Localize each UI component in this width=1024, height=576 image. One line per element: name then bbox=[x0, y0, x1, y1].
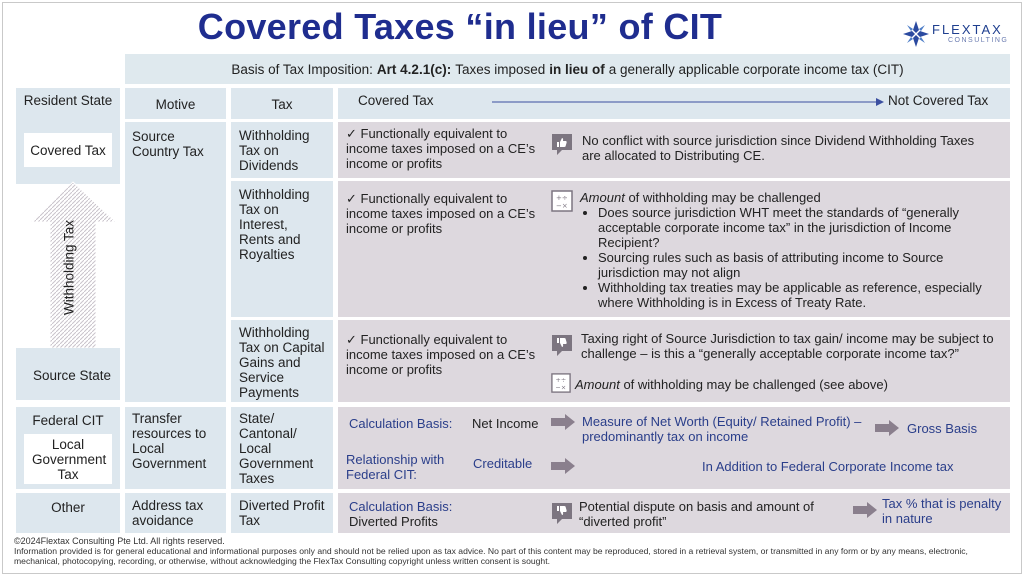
thumbs-up-icon bbox=[550, 134, 574, 156]
motive-avoid-label: Address tax avoidance bbox=[132, 498, 204, 528]
row5-calc-value: Diverted Profits bbox=[349, 514, 438, 529]
row4-gross-basis: Gross Basis bbox=[907, 421, 978, 436]
resident-state-label: Resident State bbox=[23, 93, 113, 108]
row3-covered-text: ✓ Functionally equivalent to income taxes imposed on a CE’s income or profits bbox=[346, 332, 536, 377]
disclaimer-text: Information provided is for general educational and informational purposes only and should not be relied upon as tax advice. No part of this content may be reproduced, stored in a retrieval system, or transmitted in any form or by any means, electronic, mechanical, photocopying, recording, or otherwise, without acknowledging the FlexTax Consulting copyright unless written consent is sought. bbox=[14, 546, 968, 566]
source-state-label: Source State bbox=[32, 368, 112, 383]
row1-covered-text: ✓ Functionally equivalent to income taxes imposed on a CE’s income or profits bbox=[346, 126, 536, 171]
motive-transfer-label: Transfer resources to Local Government bbox=[132, 411, 207, 471]
motive-source-cell bbox=[125, 122, 226, 402]
covered-tax-box: Covered Tax bbox=[24, 133, 112, 167]
federal-cit-label: Federal CIT bbox=[32, 413, 104, 428]
row5-note: Potential dispute on basis and amount of “diverted profit” bbox=[579, 499, 814, 529]
row5-calc-label: Calculation Basis: bbox=[349, 499, 453, 514]
row3-note2 bbox=[575, 377, 995, 392]
tax-capital-gains-label: Withholding Tax on Capital Gains and Service Payments bbox=[239, 325, 325, 400]
motive-source-label: Source Country Tax bbox=[132, 129, 204, 159]
calculation-icon bbox=[551, 190, 573, 212]
svg-text:−×: −× bbox=[556, 202, 568, 210]
row2-note bbox=[580, 190, 1004, 310]
flextax-logo bbox=[902, 20, 1014, 50]
row4-arrow-1 bbox=[551, 414, 575, 430]
svg-text:+÷: +÷ bbox=[556, 194, 568, 202]
list-item: • Does source jurisdiction WHT meet the standards of “generally acceptable corporate income tax” in the jurisdiction of Income Recipient? bbox=[598, 205, 1004, 250]
basis-prefix: Basis of Tax Imposition: bbox=[231, 61, 373, 77]
basis-text2: a generally applicable corporate income tax (CIT) bbox=[608, 61, 904, 77]
row1-note: No conflict with source jurisdiction since Dividend Withholding Taxes are allocated to Distributing CE. bbox=[582, 133, 975, 163]
logo-word: FLEXTAX bbox=[932, 22, 1003, 37]
basis-emph: in lieu of bbox=[549, 61, 605, 77]
svg-text:+÷: +÷ bbox=[555, 377, 567, 385]
row4-arrow-3 bbox=[551, 458, 575, 474]
row4-mid-text: Measure of Net Worth (Equity/ Retained Profit) – predominantly tax on income bbox=[582, 414, 862, 444]
row2-bullet-list bbox=[580, 205, 1004, 310]
row2-note-rest: of withholding may be challenged bbox=[628, 190, 821, 205]
row4-calc-label: Calculation Basis: bbox=[349, 416, 453, 431]
row4-calc-value: Net Income bbox=[472, 416, 539, 431]
range-arrow bbox=[492, 97, 884, 107]
other-box: Other bbox=[16, 493, 120, 533]
withholding-tax-label-wrap bbox=[54, 210, 84, 340]
not-covered-header: Not Covered Tax bbox=[888, 93, 989, 108]
basis-text1: Taxes imposed bbox=[455, 61, 546, 77]
withholding-tax-label: Withholding Tax bbox=[61, 219, 77, 316]
row4-relationship-value: Creditable bbox=[473, 456, 533, 471]
row3-note2-emph: Amount bbox=[575, 377, 620, 392]
row4-relationship-right: In Addition to Federal Corporate Income tax bbox=[702, 459, 954, 474]
thumbs-down-icon bbox=[550, 503, 574, 525]
calculation-icon bbox=[551, 373, 571, 393]
star-logo-icon bbox=[902, 20, 930, 48]
row5-arrow bbox=[853, 502, 877, 518]
local-government-tax-box: Local Government Tax bbox=[24, 434, 112, 484]
tax-diverted-label: Diverted Profit Tax bbox=[239, 498, 325, 528]
tax-interest-label: Withholding Tax on Interest, Rents and Royalties bbox=[239, 187, 310, 262]
covered-tax-header: Covered Tax bbox=[358, 93, 434, 108]
slide-title: Covered Taxes “in lieu” of CIT bbox=[197, 6, 723, 47]
basis-article: Art 4.2.1(c): bbox=[376, 61, 452, 77]
list-item: • Sourcing rules such as basis of attributing income to Source jurisdiction may not align bbox=[598, 250, 1004, 280]
logo-subtitle: CONSULTING bbox=[948, 37, 1009, 44]
copyright-text: ©2024Flextax Consulting Pte Ltd. All rights reserved. bbox=[14, 536, 225, 546]
row3-note1: Taxing right of Source Jurisdiction to tax gain/ income may be subject to challenge – is this a “generally acceptable corporate income tax?” bbox=[581, 331, 994, 361]
row4-arrow-2 bbox=[875, 420, 899, 436]
tax-state-label: State/ Cantonal/ Local Government Taxes bbox=[239, 411, 314, 486]
motive-header: Motive bbox=[125, 88, 226, 119]
basis-bar bbox=[125, 54, 1010, 84]
row2-covered-text: ✓ Functionally equivalent to income taxes imposed on a CE’s income or profits bbox=[346, 191, 536, 236]
row4-relationship-label: Relationship with Federal CIT: bbox=[346, 452, 445, 482]
thumbs-down-icon bbox=[550, 335, 574, 357]
tax-dividends-label: Withholding Tax on Dividends bbox=[239, 128, 310, 173]
svg-text:−×: −× bbox=[555, 384, 567, 392]
row3-note2-rest: of withholding may be challenged (see above) bbox=[623, 377, 888, 392]
row2-note-emph: Amount bbox=[580, 190, 625, 205]
row5-right-text: Tax % that is penalty in nature bbox=[882, 496, 1002, 526]
tax-header: Tax bbox=[231, 88, 333, 119]
list-item: • Withholding tax treaties may be applicable as reference, especially where Withholding is in Excess of Treaty Rate. bbox=[598, 280, 1004, 310]
